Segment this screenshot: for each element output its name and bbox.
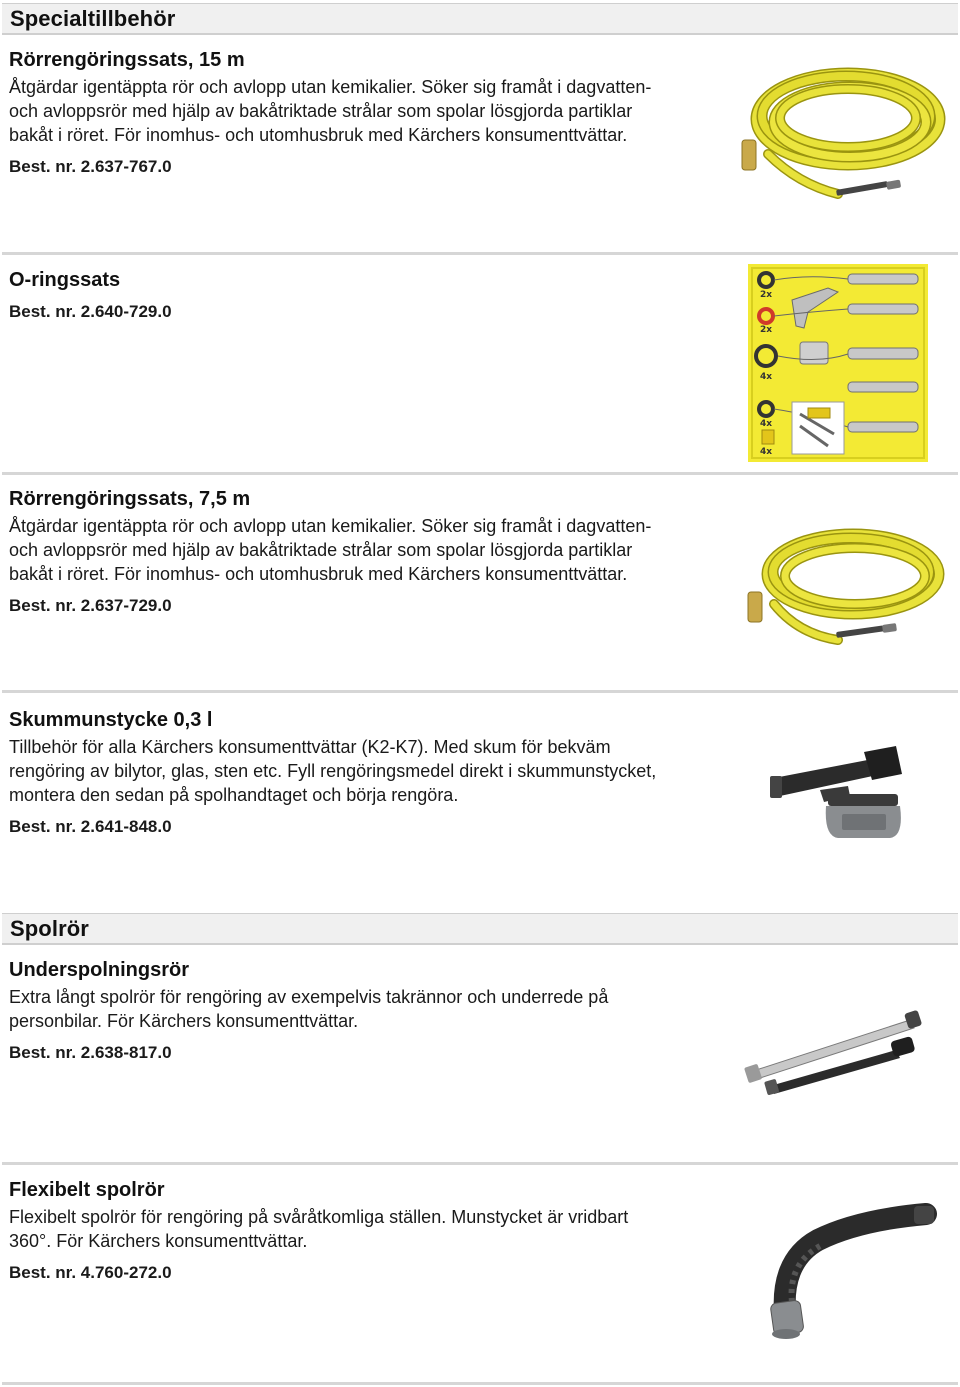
section-header-specialtillbehor [2, 3, 958, 35]
divider [2, 690, 958, 693]
diagram-label: 4x [760, 419, 773, 429]
product-title: Flexibelt spolrör [9, 1179, 165, 1201]
product-pipe-cleaning-kit-15m [9, 48, 719, 179]
order-number: Best. nr. 2.641-848.0 [9, 817, 172, 836]
product-description: Flexibelt spolrör för rengöring på svåråtkomliga ställen. Munstycket är vridbart 360°. För Kärchers konsumenttvättar. [9, 1207, 629, 1251]
order-number: Best. nr. 2.638-817.0 [9, 1043, 172, 1062]
product-description: Åtgärdar igentäppta rör och avlopp utan kemikalier. Söker sig framåt i dagvatten- och avloppsrör med hjälp av bakåtriktade strålar som spolar lösgjorda partiklar bakåt i röret. För inomhus- och utomhusbruk med Kärchers konsumenttvättar. [9, 77, 652, 145]
diagram-label: 4x [760, 372, 773, 382]
product-pipe-cleaning-kit-7-5m [9, 487, 719, 618]
order-number: Best. nr. 4.760-272.0 [9, 1263, 172, 1282]
product-title: O-ringssats [9, 269, 121, 291]
product-description: Extra långt spolrör för rengöring av exempelvis takrännor och underrede på personbilar. För Kärchers konsumenttvättar. [9, 987, 609, 1031]
divider [2, 472, 958, 475]
diagram-label: 2x [760, 325, 773, 335]
diagram-label: 2x [760, 290, 773, 300]
order-number: Best. nr. 2.637-729.0 [9, 596, 172, 615]
underbody-lance-icon [740, 1010, 940, 1100]
section-title: Spolrör [10, 915, 89, 941]
product-foam-nozzle [9, 708, 719, 839]
product-title: Skummunstycke 0,3 l [9, 709, 213, 731]
product-flexible-lance [9, 1178, 719, 1285]
yellow-hose-7-5m-icon [738, 512, 950, 662]
yellow-hose-15m-icon [728, 44, 950, 214]
order-number: Best. nr. 2.637-767.0 [9, 157, 172, 176]
product-o-ring-kit [9, 268, 719, 324]
divider [2, 1382, 958, 1385]
section-title: Specialtillbehör [10, 5, 176, 31]
divider [2, 252, 958, 255]
product-title: Underspolningsrör [9, 959, 190, 981]
section-header-spolror [2, 913, 958, 945]
diagram-label: 4x [760, 447, 773, 457]
flexible-lance-icon [748, 1192, 938, 1342]
product-description: Tillbehör för alla Kärchers konsumenttvättar (K2-K7). Med skum för bekväm rengöring av bilytor, glas, sten etc. Fyll rengöringsmedel direkt i skummunstycket, montera den sedan på spolhandtaget och börja rengöra. [9, 737, 657, 805]
product-title: Rörrengöringssats, 15 m [9, 49, 245, 71]
product-title: Rörrengöringssats, 7,5 m [9, 488, 251, 510]
product-underbody-lance [9, 958, 719, 1065]
foam-nozzle-icon [768, 740, 938, 840]
divider [2, 1162, 958, 1165]
order-number: Best. nr. 2.640-729.0 [9, 302, 172, 321]
product-description: Åtgärdar igentäppta rör och avlopp utan kemikalier. Söker sig framåt i dagvatten- och avloppsrör med hjälp av bakåtriktade strålar som spolar lösgjorda partiklar bakåt i röret. För inomhus- och utomhusbruk med Kärchers konsumenttvättar. [9, 516, 652, 584]
o-ring-diagram-icon [748, 264, 928, 462]
